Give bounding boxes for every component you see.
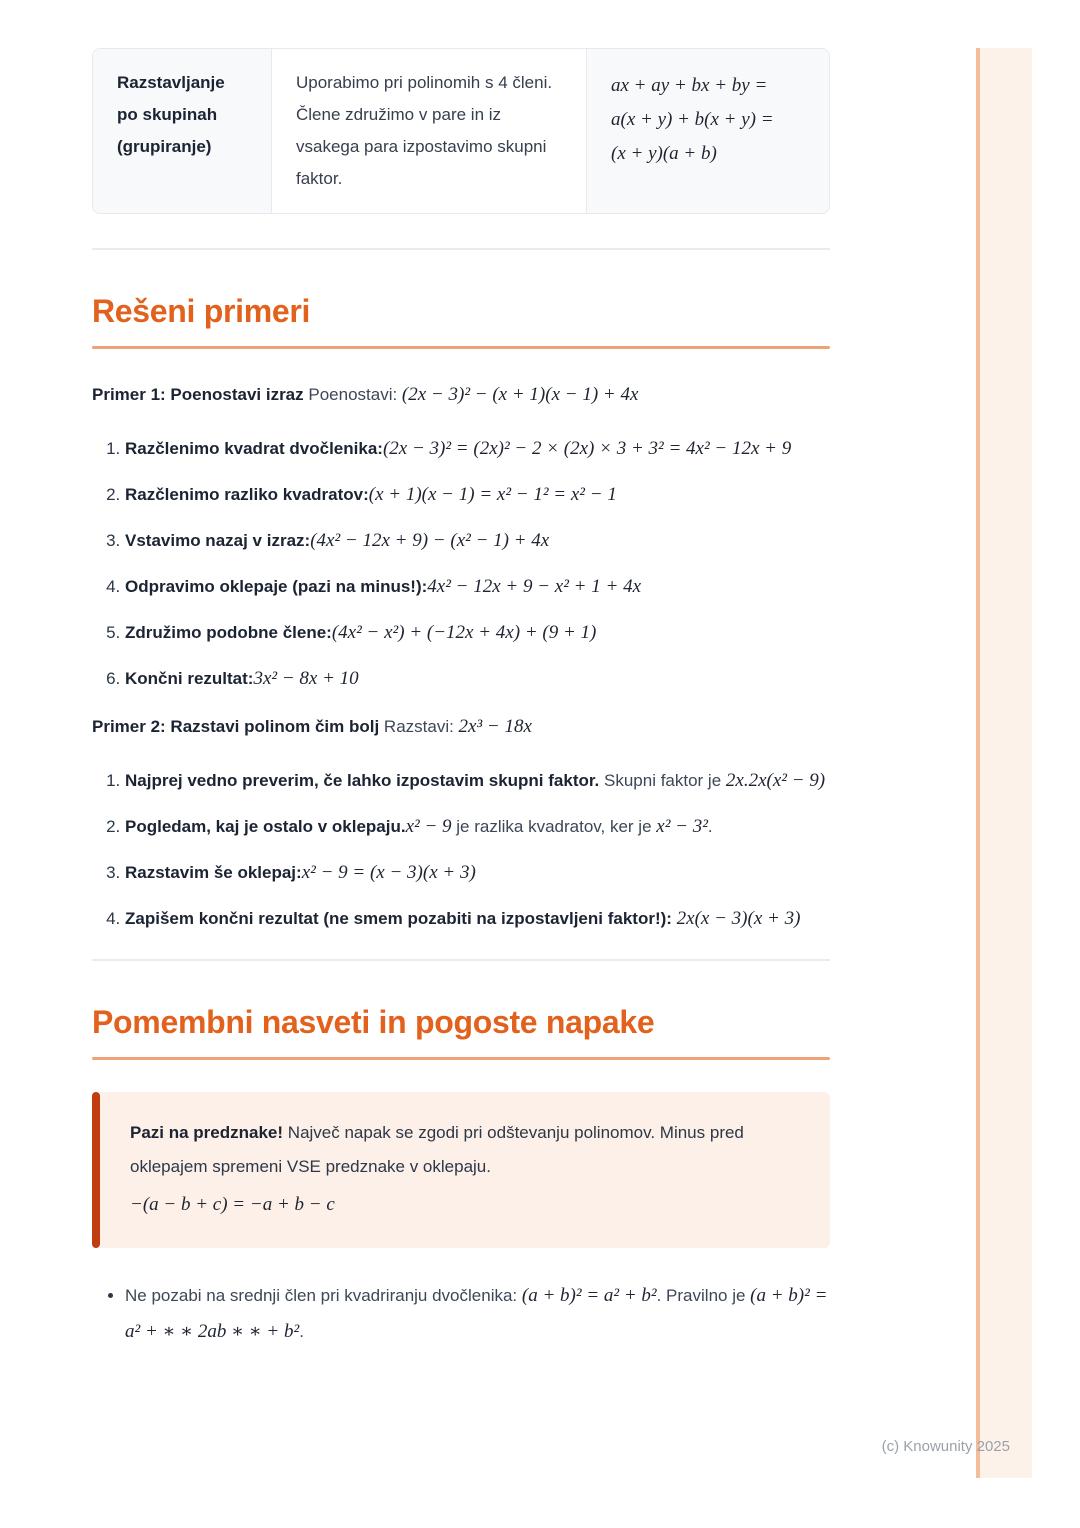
list-item (125, 479, 830, 511)
math-expression: 2x.2x(x² − 9) (725, 770, 826, 791)
math-expression: 3x² − 8x + 10 (253, 668, 359, 689)
math-formula-line: ax + ay + bx + by = (611, 75, 768, 96)
text: . Pravilno je (656, 1286, 751, 1305)
list-item (125, 663, 830, 695)
copyright-notice: (c) Knowunity 2025 (881, 1438, 1010, 1455)
bold-text: Odpravimo oklepaje (pazi na minus!): (125, 577, 428, 596)
bold-text: Primer 2: Razstavi polinom čim bolj (92, 717, 380, 736)
definition-text: Uporabimo pri polinomih s 4 členi. Člene združimo v pare in iz vsakega para izpostavimo skupni faktor. (296, 73, 553, 188)
table-cell-definition (271, 49, 586, 213)
example2-lead (92, 711, 830, 743)
callout-math-expression: −(a − b + c) = −a + b − c (130, 1194, 335, 1215)
page-edge-strip (976, 48, 1032, 1478)
document-content (92, 0, 830, 1364)
bold-text: Razstavim še oklepaj: (125, 863, 302, 882)
bold-text: Pogledam, kaj je ostalo v oklepaju. (125, 817, 406, 836)
bold-text: Zapišem končni rezultat (ne smem pozabiti na izpostavljeni faktor!): (125, 909, 677, 928)
math-expression: 4x² − 12x + 9 − x² + 1 + 4x (427, 576, 642, 597)
warning-callout (92, 1092, 830, 1248)
text: Ne pozabi na srednji člen pri kvadriranju dvočlenika: (125, 1286, 522, 1305)
text: Največ napak se zgodi pri odštevanju polinomov. Minus pred oklepajem spremeni VSE predznake v oklepaju. (130, 1123, 744, 1176)
math-expression: (x + 1)(x − 1) = x² − 1² = x² − 1 (368, 484, 617, 505)
table-cell-term (93, 49, 271, 213)
bold-text: Končni rezultat: (125, 669, 254, 688)
section-divider (92, 248, 830, 250)
list-item (125, 571, 830, 603)
example1-steps (92, 433, 830, 695)
math-expression: (a + b)² = a² + b² (521, 1285, 657, 1306)
math-formula-line: a(x + y) + b(x + y) = (611, 109, 774, 130)
math-expression: (2x − 3)² − (x + 1)(x − 1) + 4x (401, 384, 639, 405)
math-expression: x² − 3² (656, 816, 708, 837)
term-text: Razstavljanje po skupinah (grupiranje) (117, 73, 225, 156)
bold-text: Primer 1: Poenostavi izraz (92, 385, 304, 404)
math-expression: (4x² − x²) + (−12x + 4x) + (9 + 1) (331, 622, 597, 643)
callout-accent-bar (92, 1092, 100, 1248)
section-divider (92, 959, 830, 961)
list-item (125, 525, 830, 557)
example2-steps (92, 765, 830, 935)
callout-text (130, 1116, 800, 1184)
list-item (125, 433, 830, 465)
math-expression: 2x(x − 3)(x + 3) (676, 908, 801, 929)
bold-text: Najprej vedno preverim, če lahko izpostavim skupni faktor. (125, 771, 600, 790)
list-item (125, 811, 830, 843)
concepts-table (92, 48, 830, 214)
list-item (125, 857, 830, 889)
example1-lead (92, 379, 830, 411)
heading-underline (92, 1057, 830, 1060)
text: . (299, 1322, 304, 1341)
math-expression: (4x² − 12x + 9) − (x² − 1) + 4x (310, 530, 550, 551)
text: Poenostavi: (303, 385, 402, 404)
math-expression: x² − 9 (405, 816, 452, 837)
table-cell-formula (586, 49, 830, 213)
list-item (125, 903, 830, 935)
text: . (707, 817, 713, 836)
list-item (125, 765, 830, 797)
callout-body (100, 1092, 830, 1248)
bold-text: Pazi na predznake! (130, 1123, 284, 1142)
bold-text: Razčlenimo kvadrat dvočlenika: (125, 439, 383, 458)
text: Razstavi: (379, 717, 459, 736)
section-heading-tips: Pomembni nasveti in pogoste napake (92, 1004, 655, 1040)
bold-text: Razčlenimo razliko kvadratov: (125, 485, 369, 504)
tips-bullet-list (92, 1278, 830, 1350)
math-expression: 2x³ − 18x (458, 716, 532, 737)
math-expression: (2x − 3)² = (2x)² − 2 × (2x) × 3 + 3² = 4x² − 12x + 9 (382, 438, 792, 459)
text: je razlika kvadratov, ker je (451, 817, 657, 836)
bold-text: Združimo podobne člene: (125, 623, 332, 642)
section-heading-solved-examples: Rešeni primeri (92, 293, 311, 329)
text: Skupni faktor je (599, 771, 726, 790)
math-formula-line: (x + y)(a + b) (611, 143, 717, 164)
math-expression: x² − 9 = (x − 3)(x + 3) (301, 862, 476, 883)
bold-text: Vstavimo nazaj v izraz: (125, 531, 311, 550)
math-expression: (a + b)² = a² + ∗ ∗ 2ab ∗ ∗ + b² (125, 1285, 828, 1342)
list-item (125, 617, 830, 649)
heading-underline (92, 346, 830, 349)
list-item (125, 1278, 830, 1350)
